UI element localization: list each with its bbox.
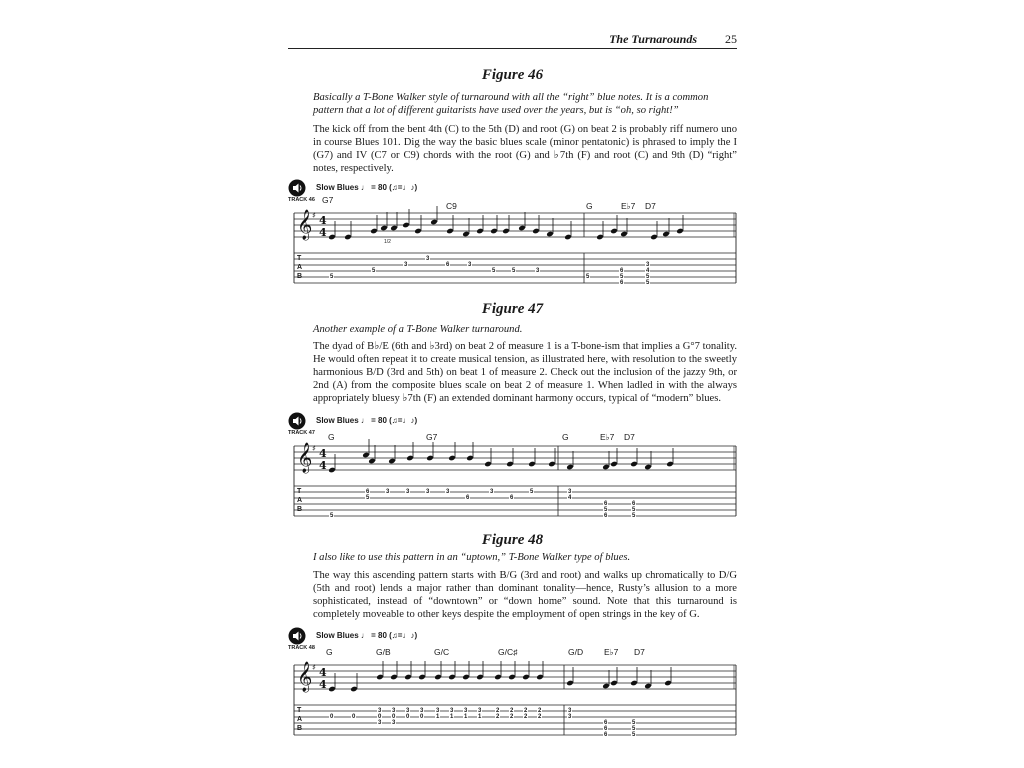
time-signature-digit: 4 — [319, 678, 327, 691]
tab-fret-number: 6 — [620, 268, 624, 274]
tab-fret-number: 2 — [538, 714, 542, 720]
tempo-marking: Slow Blues ♩ = 80 (♫=♩♪) — [316, 416, 418, 425]
sharp-icon: ♯ — [312, 444, 316, 453]
chord-symbol: E♭7 — [604, 647, 619, 657]
tab-fret-number: 3 — [568, 708, 572, 714]
figure-48-notation — [288, 627, 740, 739]
tab-fret-number: 1 — [436, 714, 440, 720]
track-label: TRACK 48 — [288, 645, 315, 651]
chord-symbol: D7 — [645, 201, 656, 211]
figure-46-lead: Basically a T-Bone Walker style of turnaround with all the “right” blue notes. It is a common pattern that a lot of different guitarists have used over the years, but is “oh, so right!” — [313, 92, 709, 116]
tab-clef-letter: A — [297, 716, 303, 723]
time-signature-digit: 4 — [319, 214, 327, 227]
tab-fret-number: 6 — [366, 489, 370, 495]
figure-47-title: Figure 47 — [481, 301, 544, 317]
tab-fret-number: 4 — [646, 268, 650, 274]
sharp-icon: ♯ — [312, 663, 316, 672]
tab-fret-number: 3 — [406, 489, 410, 495]
tab-fret-number: 5 — [586, 274, 590, 280]
tab-clef-letter: A — [297, 264, 303, 271]
tab-fret-number: 6 — [604, 732, 608, 738]
treble-clef-icon: 𝄞 — [297, 443, 313, 473]
tab-fret-number: 5 — [646, 280, 650, 286]
tab-fret-number: 6 — [446, 262, 450, 268]
tab-fret-number: 5 — [530, 489, 534, 495]
tab-fret-number: 5 — [330, 274, 334, 280]
tab-fret-number: 3 — [568, 489, 572, 495]
chord-symbol: G — [328, 432, 335, 442]
tab-fret-number: 2 — [510, 708, 514, 714]
running-head — [288, 30, 737, 49]
tab-fret-number: 5 — [632, 513, 636, 519]
tab-fret-number: 3 — [468, 262, 472, 268]
tab-fret-number: 3 — [404, 262, 408, 268]
figure-48-lead: I also like to use this pattern in an “uptown,” T-Bone Walker type of blues. — [313, 552, 631, 563]
tab-fret-number: 3 — [436, 708, 440, 714]
tab-fret-number: 3 — [646, 262, 650, 268]
chord-symbol: G — [586, 201, 593, 211]
tab-fret-number: 1 — [450, 714, 454, 720]
sharp-icon: ♯ — [312, 211, 316, 220]
chord-symbol: E♭7 — [621, 201, 636, 211]
tab-fret-number: 3 — [426, 256, 430, 262]
chord-symbol: G/B — [376, 647, 391, 657]
tab-clef-letter: T — [297, 707, 302, 714]
time-signature-digit: 4 — [319, 226, 327, 239]
tab-fret-number: 5 — [632, 720, 636, 726]
tab-fret-number: 2 — [524, 714, 528, 720]
tab-fret-number: 3 — [536, 268, 540, 274]
tab-fret-number: 5 — [646, 274, 650, 280]
tab-fret-number: 3 — [406, 708, 410, 714]
notation-graphic — [288, 627, 740, 739]
tab-fret-number: 3 — [392, 720, 396, 726]
track-label: TRACK 47 — [288, 430, 315, 436]
tab-fret-number: 0 — [406, 714, 410, 720]
tab-fret-number: 5 — [604, 507, 608, 513]
page-number: 25 — [725, 32, 737, 46]
tab-fret-number: 2 — [496, 708, 500, 714]
notation-graphic — [288, 412, 740, 524]
tab-fret-number: 6 — [604, 726, 608, 732]
figure-47-lead: Another example of a T-Bone Walker turnaround. — [313, 324, 523, 335]
chord-symbol: G/D — [568, 647, 584, 657]
tab-fret-number: 2 — [524, 708, 528, 714]
tab-fret-number: 6 — [604, 501, 608, 507]
tab-fret-number: 6 — [604, 513, 608, 519]
chord-symbol: D7 — [634, 647, 645, 657]
tab-fret-number: 3 — [426, 489, 430, 495]
chord-symbol: E♭7 — [600, 432, 615, 442]
chord-symbol: G — [326, 647, 333, 657]
tab-clef-letter: B — [297, 725, 303, 732]
tab-fret-number: 3 — [378, 708, 382, 714]
tab-fret-number: 5 — [512, 268, 516, 274]
tab-fret-number: 5 — [632, 726, 636, 732]
section-title: The Turnarounds — [609, 32, 697, 46]
tab-fret-number: 6 — [620, 280, 624, 286]
tab-fret-number: 3 — [450, 708, 454, 714]
tab-fret-number: 0 — [420, 714, 424, 720]
tab-fret-number: 0 — [352, 714, 356, 720]
figure-46-notation — [288, 179, 740, 291]
tab-fret-number: 2 — [496, 714, 500, 720]
figure-48-title: Figure 48 — [481, 532, 544, 548]
chord-symbol: C9 — [446, 201, 457, 211]
bend-label: 1/2 — [384, 239, 391, 245]
tab-fret-number: 3 — [478, 708, 482, 714]
treble-clef-icon: 𝄞 — [297, 662, 313, 692]
tab-clef-letter: B — [297, 273, 303, 280]
tab-fret-number: 2 — [510, 714, 514, 720]
tempo-marking: Slow Blues ♩ = 80 (♫=♩♪) — [316, 631, 418, 640]
tab-fret-number: 3 — [386, 489, 390, 495]
tab-fret-number: 5 — [330, 513, 334, 519]
tab-fret-number: 0 — [378, 714, 382, 720]
figure-48-body: The way this ascending pattern starts with B/G (3rd and root) and walks up chromatically to D/G (5th and root) lends a major rather than dominant tonality—hence, Rusty’s allusion to a more sophisticated, instead of “downtown” or “down home” sound. Note that this turnaround is completely moveable to other keys despite the employment of open strings in the key of G. — [313, 570, 737, 620]
tab-fret-number: 3 — [464, 708, 468, 714]
tab-clef-letter: T — [297, 255, 302, 262]
chord-symbol: G/C — [434, 647, 450, 657]
tab-fret-number: 3 — [420, 708, 424, 714]
tab-fret-number: 5 — [492, 268, 496, 274]
tab-fret-number: 5 — [372, 268, 376, 274]
notation-graphic — [288, 179, 740, 291]
time-signature-digit: 4 — [319, 666, 327, 679]
chord-symbol: G/C♯ — [498, 647, 518, 657]
tab-fret-number: 2 — [538, 708, 542, 714]
tab-fret-number: 0 — [330, 714, 334, 720]
figure-47-notation — [288, 412, 740, 524]
tempo-marking: Slow Blues ♩ = 80 (♫=♩♪) — [316, 183, 418, 192]
tab-fret-number: 5 — [632, 507, 636, 513]
chord-symbol: G — [562, 432, 569, 442]
chord-symbol: G7 — [322, 195, 334, 205]
chord-symbol: G7 — [426, 432, 438, 442]
figure-46-title: Figure 46 — [481, 67, 544, 83]
tab-fret-number: 3 — [446, 489, 450, 495]
figure-47-body: The dyad of B♭/E (6th and ♭3rd) on beat 2 of measure 1 is a T-bone-ism that implies a G°7 tonality. He would often repeat it to create musical tension, as illustrated here, with resolution to the sweetly harmonious B/D (3rd and 5th) on beat 1 of measure 2. Check out the inclusion of the jazzy 9th, or 2nd (A) from the composite blues scale on beat 2 of measure 1. When ladled in with the always appropriately bluesy ♭7th (F) an extended dominant harmony occurs, typical of “modern” blues. — [313, 341, 737, 404]
tab-fret-number: 3 — [568, 714, 572, 720]
tab-fret-number: 0 — [392, 714, 396, 720]
tab-fret-number: 3 — [392, 708, 396, 714]
tab-fret-number: 6 — [466, 495, 470, 501]
tab-fret-number: 5 — [632, 732, 636, 738]
tab-fret-number: 1 — [478, 714, 482, 720]
tab-fret-number: 5 — [620, 274, 624, 280]
tab-fret-number: 6 — [510, 495, 514, 501]
figure-46-body: The kick off from the bent 4th (C) to the 5th (D) and root (G) on beat 2 is probably riff numero uno in course Blues 101. Dig the way the basic blues scale (minor pentatonic) is phrased to imply the I (G7) and IV (C7 or C9) chords with the root (G) and ♭7th (F) and root (C) and 9th (D) “right” notes, respectively. — [313, 124, 737, 174]
time-signature-digit: 4 — [319, 447, 327, 460]
tab-clef-letter: T — [297, 488, 302, 495]
tab-fret-number: 3 — [378, 720, 382, 726]
chord-symbol: D7 — [624, 432, 635, 442]
tab-fret-number: 1 — [464, 714, 468, 720]
time-signature-digit: 4 — [319, 459, 327, 472]
tab-fret-number: 5 — [366, 495, 370, 501]
tab-fret-number: 6 — [604, 720, 608, 726]
tab-fret-number: 4 — [568, 495, 572, 501]
tab-clef-letter: A — [297, 497, 303, 504]
treble-clef-icon: 𝄞 — [297, 210, 313, 240]
tab-clef-letter: B — [297, 506, 303, 513]
tab-fret-number: 3 — [490, 489, 494, 495]
tab-fret-number: 6 — [632, 501, 636, 507]
track-label: TRACK 46 — [288, 197, 315, 203]
